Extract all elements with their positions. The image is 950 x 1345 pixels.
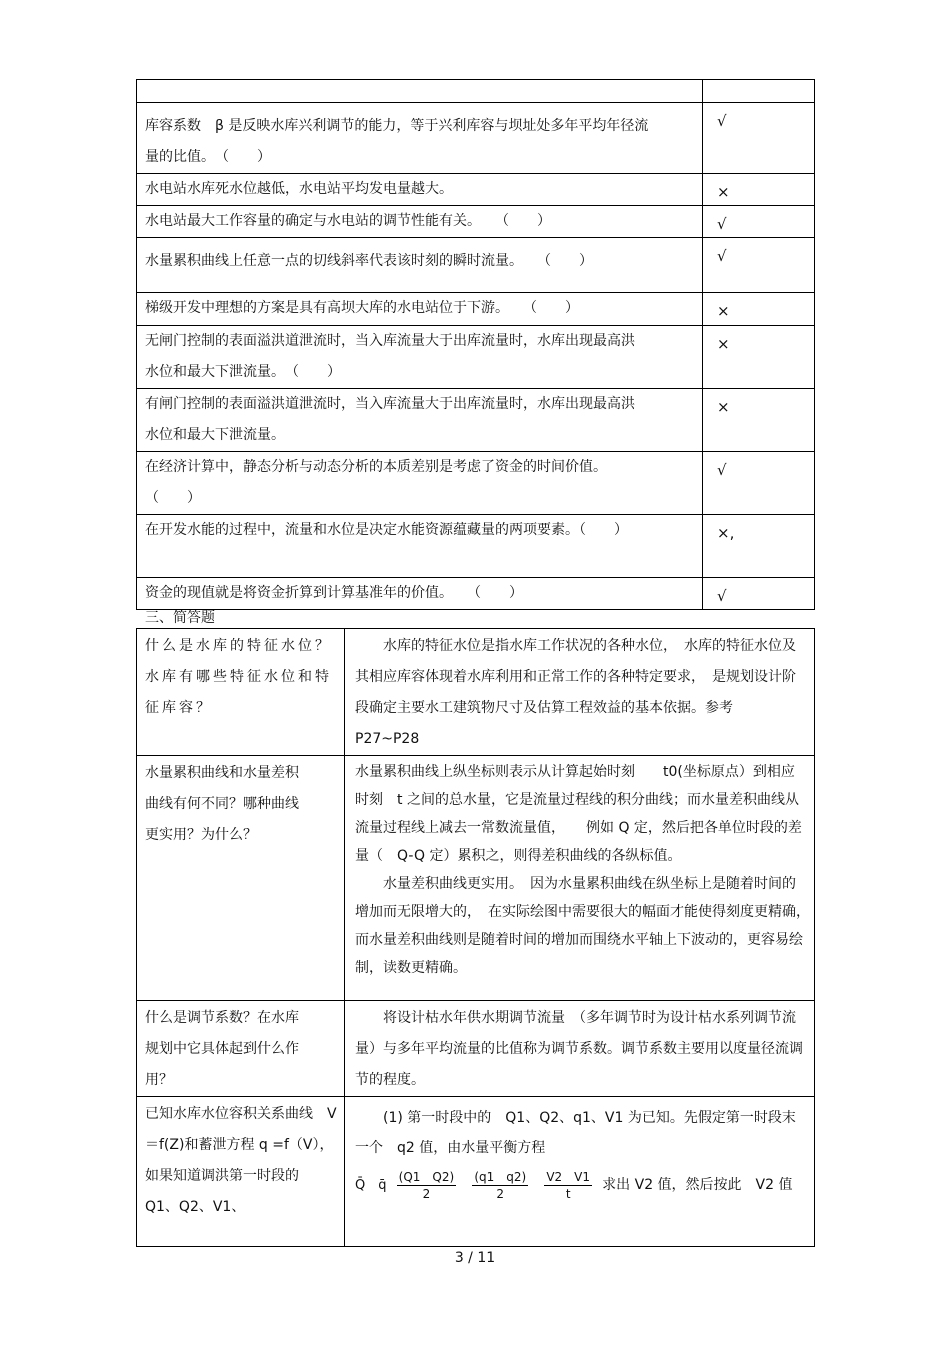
question-cell: 什么是调节系数？在水库规划中它具体起到什么作用？ <box>137 1001 345 1097</box>
section-heading: 三、简答题 <box>145 610 215 626</box>
answer-cell: √ <box>703 103 815 174</box>
fraction-denominator: t <box>565 1187 571 1201</box>
answer-cell <box>345 1097 815 1247</box>
question-cell: 梯级开发中理想的方案是具有高坝大库的水电站位于下游。 （ ） <box>137 293 703 326</box>
table-row <box>137 515 815 578</box>
table-row <box>137 389 815 452</box>
table-row <box>137 326 815 389</box>
answer-cell: √ <box>703 238 815 293</box>
answer-cell <box>703 80 815 103</box>
short-answer-table <box>136 628 815 1247</box>
question-cell: 已知水库水位容积关系曲线 V＝f(Z)和蓄泄方程 q =f（V），如果知道调洪第一时段的 Q1、Q2、V1、 <box>137 1097 345 1247</box>
fraction-denominator: 2 <box>422 1187 431 1201</box>
table-row <box>137 293 815 326</box>
answer-cell <box>345 1001 815 1097</box>
answer-paragraph: 将设计枯水年供水期调节流量 （多年调节时为设计枯水系列调节流量）与多年平均流量的比值称为调节系数。调节系数主要用以度量径流调节的程度。 <box>355 1010 803 1088</box>
fraction-numerator: V2 V1 <box>546 1170 591 1184</box>
answer-paragraph: 水量差积曲线更实用。 因为水量累积曲线在纵坐标上是随着时间的增加而无限增大的， 在实际绘图中需要很大的幅面才能使得刻度更精确， 而水量差积曲线则是随着时间的增加而围绕水平轴上下波动的，更容易绘制，读数更精确。 <box>355 876 817 976</box>
answer-cell: ×, <box>703 515 815 578</box>
table-row <box>137 238 815 293</box>
fraction-numerator: (q1 q2) <box>474 1170 527 1184</box>
answer-cell: √ <box>703 452 815 515</box>
question-cell: 无闸门控制的表面溢洪道泄流时，当入库流量大于出库流量时，水库出现最高洪水位和最大下泄流量。 （ ） <box>137 326 703 389</box>
table-row <box>137 452 815 515</box>
table-row <box>137 1097 815 1247</box>
table-row <box>137 629 815 756</box>
answer-cell <box>345 629 815 756</box>
equation-tail: 求出 V2 值，然后按此 V2 值 <box>602 1177 793 1193</box>
question-cell: 库容系数 β 是反映水库兴利调节的能力，等于兴利库容与坝址处多年平均年径流量的比值。 （ ） <box>137 103 703 174</box>
table-row <box>137 80 815 103</box>
fraction-denominator: 2 <box>496 1187 505 1201</box>
answer-cell <box>345 756 815 1001</box>
question-cell: 水量累积曲线上任意一点的切线斜率代表该时刻的瞬时流量。 （ ） <box>137 238 703 293</box>
table-row <box>137 578 815 610</box>
question-cell: 水电站水库死水位越低，水电站平均发电量越大。 <box>137 174 703 206</box>
fraction-q <box>397 1169 457 1202</box>
question-cell: 水量累积曲线和水量差积曲线有何不同？哪种曲线更实用？为什么？ <box>137 756 345 1001</box>
table-row <box>137 756 815 1001</box>
answer-cell: × <box>703 293 815 326</box>
question-cell: 资金的现值就是将资金折算到计算基准年的价值。 （ ） <box>137 578 703 610</box>
answer-paragraph: 水库的特征水位是指水库工作状况的各种水位， 水库的特征水位及其相应库容体现着水库利用和正常工作的各种特定要求， 是规划设计阶段确定主要水工建筑物尺寸及估算工程效益的基本依据。参考 P27~P28 <box>355 638 796 747</box>
question-cell: 有闸门控制的表面溢洪道泄流时，当入库流量大于出库流量时，水库出现最高洪水位和最大下泄流量。 <box>137 389 703 452</box>
answer-cell: × <box>703 174 815 206</box>
answer-cell: √ <box>703 578 815 610</box>
equation-lhs: Q̄ q̄ <box>355 1178 387 1193</box>
table-row <box>137 103 815 174</box>
question-cell <box>137 80 703 103</box>
answer-cell: × <box>703 389 815 452</box>
fraction-q-small <box>472 1169 528 1202</box>
true-false-table <box>136 79 815 610</box>
table-row <box>137 206 815 238</box>
fraction-numerator: (Q1 Q2) <box>398 1170 455 1184</box>
answer-cell: √ <box>703 206 815 238</box>
question-cell: 水电站最大工作容量的确定与水电站的调节性能有关。 （ ） <box>137 206 703 238</box>
question-cell: 在经济计算中，静态分析与动态分析的本质差别是考虑了资金的时间价值。（ ） <box>137 452 703 515</box>
answer-cell: × <box>703 326 815 389</box>
answer-paragraph: (1) 第一时段中的 Q1、Q2、q1、V1 为已知。先假定第一时段末一个 q2 值，由水量平衡方程 <box>355 1110 796 1156</box>
question-cell: 在开发水能的过程中，流量和水位是决定水能资源蕴藏量的两项要素。（ ） <box>137 515 703 578</box>
answer-paragraph: 水量累积曲线上纵坐标则表示从计算起始时刻 t0(坐标原点）到相应时刻 t 之间的总水量，它是流量过程线的积分曲线；而水量差积曲线从流量过程线上减去一常数流量值， 例如 Q 定，然后把各单位时段的差量（ Q-Q 定）累积之，则得差积曲线的各纵标值。 <box>355 764 802 864</box>
question-cell: 什么是水库的特征水位？水库有哪些特征水位和特征库容？ <box>137 629 345 756</box>
table-row <box>137 1001 815 1097</box>
water-balance-equation <box>355 1169 806 1202</box>
page-number: 3 / 11 <box>454 1250 496 1266</box>
table-row <box>137 174 815 206</box>
fraction-v <box>544 1169 592 1202</box>
